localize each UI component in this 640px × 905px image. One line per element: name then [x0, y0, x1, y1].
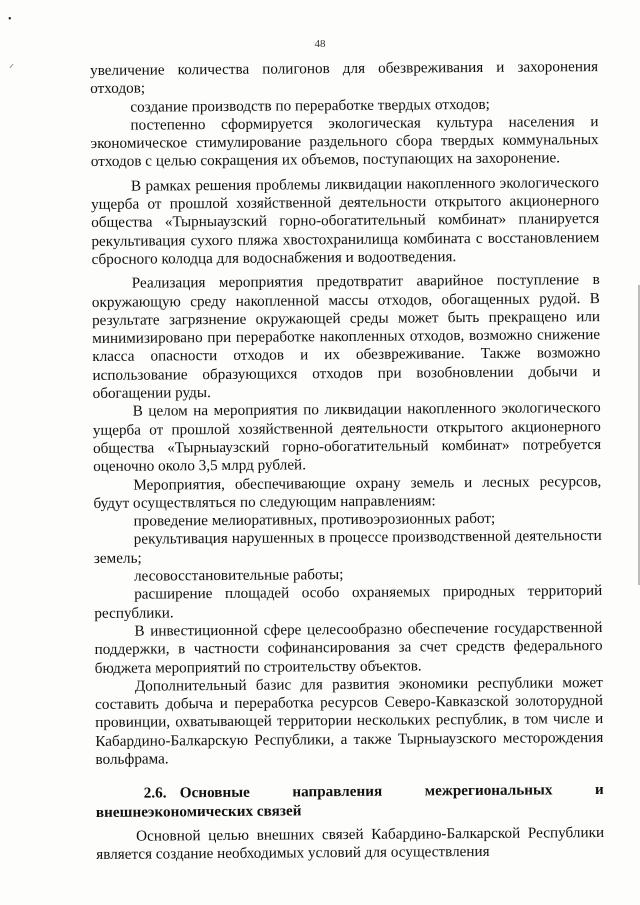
paragraph: проведение мелиоративных, противоэрозионных работ; — [133, 509, 496, 530]
paragraph: лесовосстановительные работы; — [133, 566, 344, 585]
scan-mark: • — [8, 14, 12, 25]
paragraph: создание производств по переработке твердых отходов; — [130, 95, 490, 116]
scan-mark: ⸝ — [9, 59, 14, 70]
paragraph: увеличение количества полигонов для обезвреживания и захоронения отходов; — [90, 58, 599, 98]
paragraph: расширение площадей особо охраняемых природных территорий республики. — [94, 582, 603, 622]
paragraph: рекультивация нарушенных в процессе производственной деятельности земель; — [93, 527, 602, 567]
document-body — [90, 58, 604, 864]
page-number: 48 — [314, 38, 326, 50]
section-number: 2.6. — [143, 784, 167, 802]
paragraph: постепенно сформируется экологическая культура населения и экономическое стимулирование раздельного сбора твердых коммунальных отходов с целью сокращения их объемов, поступающих на захоронение. — [90, 112, 599, 171]
section-heading — [96, 781, 604, 822]
paragraph: Мероприятия, обеспечивающие охрану земель и лесных ресурсов, будут осуществляться по следующим направлениям: — [93, 472, 602, 512]
paragraph: В целом на мероприятия по ликвидации накопленного экологического ущерба от прошлой хозяйственной деятельности открытого акционерного общества «Тырныаузский горно-обогатительный комбинат» потребуется оценочно около 3,5 млрд рублей. — [92, 399, 602, 476]
paragraph: Дополнительный базис для развития экономики республики может составить добыча и переработка ресурсов Северо-Кавказской золоторудной провинции, охватывающей территории нескольких республик, в том числе и Кабардино-Балкарскую Республики, а также Тырныаузского месторождения вольфрама. — [94, 673, 604, 768]
paragraph: Реализация мероприятия предотвратит аварийное поступление в окружающую среду накопленной массы отходов, обогащенных рудой. В результате загрязнение окружающей среды может быть прекращено или минимизировано при переработке накопленных отходов, возможно снижение класса опасности отходов и их обезвреживание. Также возможно использование образующихся отходов при возобновлении добычи и обогащении руды. — [91, 271, 601, 403]
paragraph: Основной целью внешних связей Кабардино-Балкарской Республики является создание необходимых условий для осуществления — [96, 823, 605, 864]
paragraph: В рамках решения проблемы ликвидации накопленного экологического ущерба от прошлой хозяйственной деятельности открытого акционерного общества «Тырныаузский горно-обогатительный комбинат» планируется рекультивация сухого пляжа хвостохранилища комбината с восстановлением сбросного колодца для водоснабжения и водоотведения. — [91, 173, 600, 268]
section-title: Основные направления межрегиональных и внешнеэкономических связей — [95, 781, 604, 821]
paragraph: В инвестиционной сфере целесообразно обеспечение государственной поддержки, в частности софинансирования за счет средств федерального бюджета мероприятий по строительству объектов. — [94, 618, 603, 677]
